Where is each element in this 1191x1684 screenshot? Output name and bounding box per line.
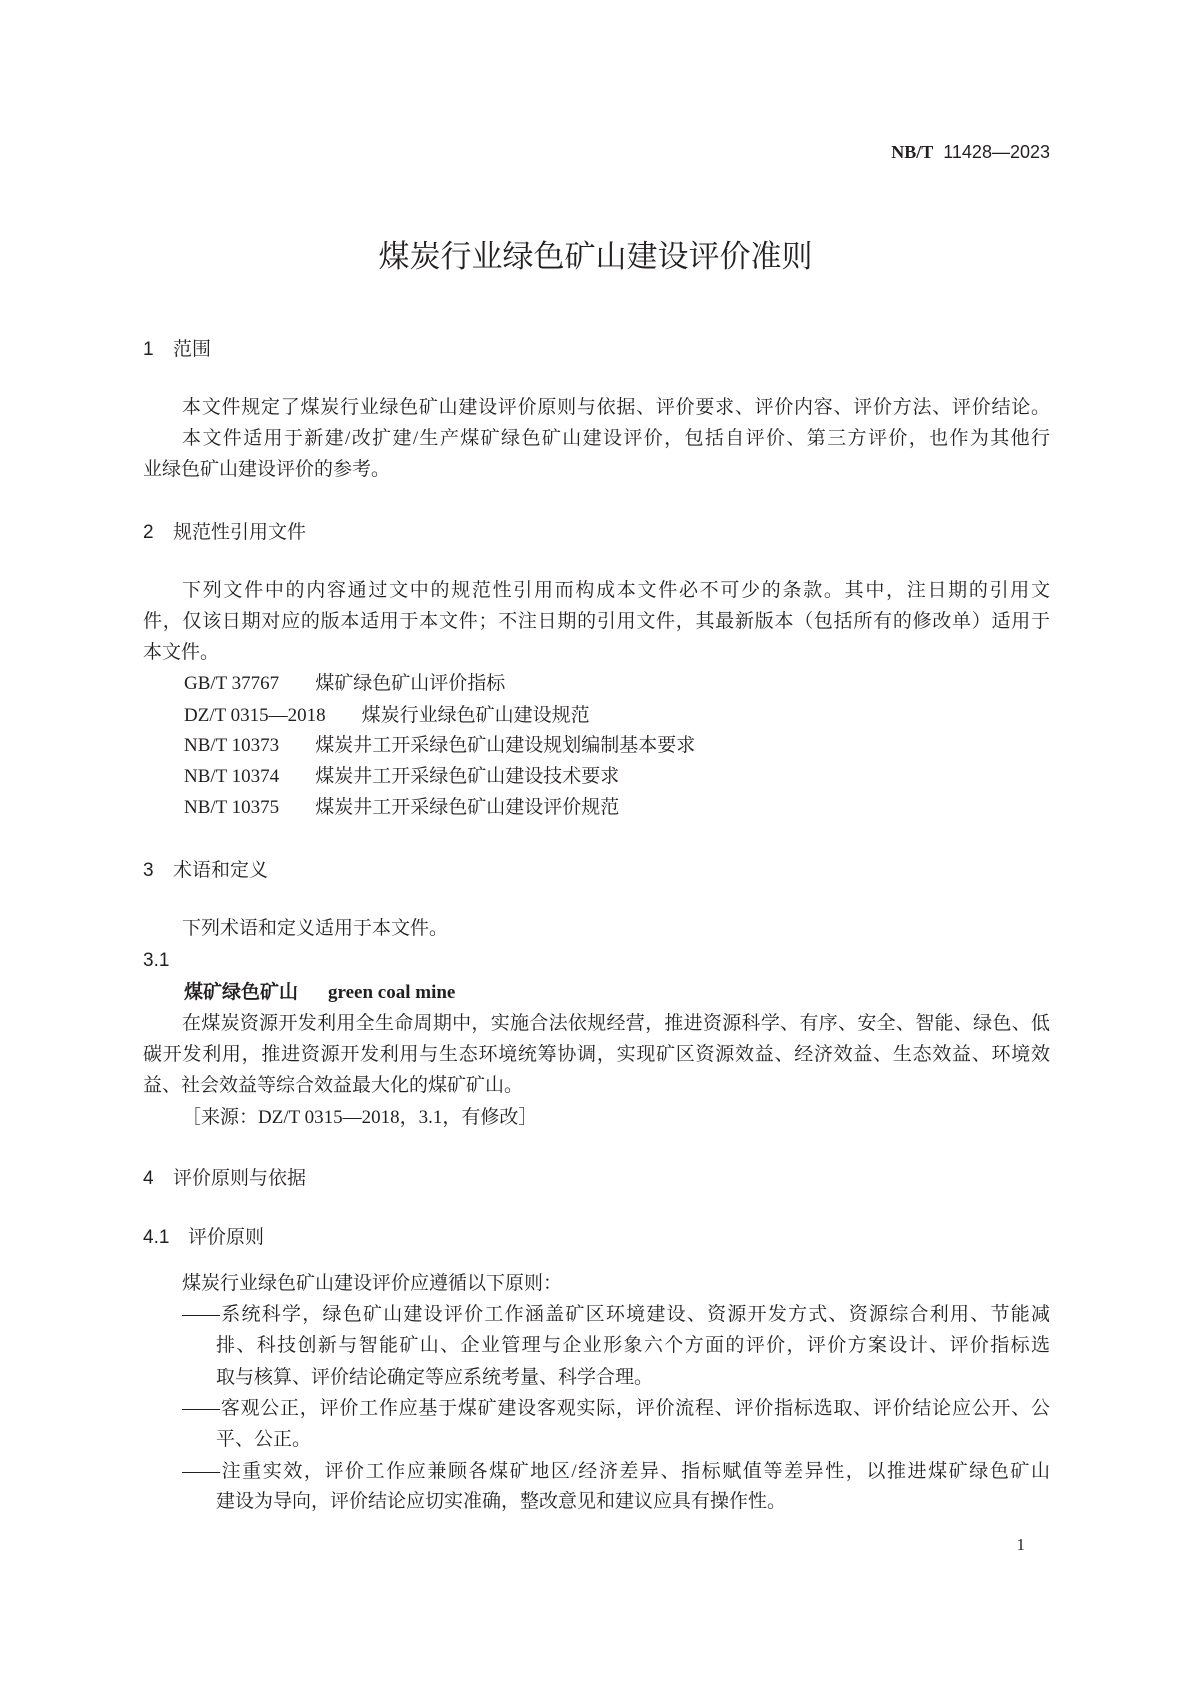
scope-paragraph-2-line: 业绿色矿山建设评价的参考。	[143, 459, 391, 480]
page-number: 1	[1016, 1535, 1025, 1554]
term-definition-line: 在煤炭资源开发利用全生命周期中，实施合法依规经营，推进资源科学、有序、安全、智能、绿色、低	[182, 1013, 1050, 1034]
principle-item-line: 取与核算、评价结论确定等应系统考量、科学合理。	[216, 1367, 654, 1388]
standard-code-number: 11428—2023	[943, 142, 1050, 162]
reference-entry	[184, 668, 1050, 699]
principle-item-line: ——注重实效，评价工作应兼顾各煤矿地区/经济差异、指标赋值等差异性，以推进煤矿绿色矿山	[182, 1461, 1050, 1482]
principle-item-line: 平、公正。	[216, 1429, 312, 1450]
subsection-number: 4.1	[143, 1227, 170, 1248]
reference-code: DZ/T 0315—2018	[184, 705, 326, 726]
principle-item-line: ——系统科学，绿色矿山建设评价工作涵盖矿区环境建设、资源开发方式、资源综合利用、节能减	[182, 1304, 1050, 1325]
document-title: 煤炭行业绿色矿山建设评价准则	[378, 239, 813, 274]
section-heading-principles	[143, 1163, 1050, 1194]
term-definition-line: 益、社会效益等综合效益最大化的煤矿矿山。	[143, 1075, 524, 1096]
reference-code: NB/T 10374	[184, 766, 280, 787]
section-title: 范围	[173, 339, 212, 360]
references-intro-line: 下列文件中的内容通过文中的规范性引用而构成本文件必不可少的条款。其中，注日期的引用文	[182, 580, 1050, 601]
reference-title: 煤矿绿色矿山评价指标	[315, 673, 506, 694]
section-heading-scope	[143, 334, 1050, 365]
term-english: green coal mine	[328, 982, 456, 1003]
principle-item-line: 建设为导向，评价结论应切实准确，整改意见和建议应具有操作性。	[216, 1491, 787, 1512]
term-entry-title	[184, 977, 1050, 1008]
subsection-heading-principles	[143, 1222, 1050, 1253]
reference-code: NB/T 10375	[184, 797, 280, 818]
section-title: 规范性引用文件	[173, 522, 307, 543]
reference-entry	[184, 730, 1050, 761]
reference-entry	[184, 792, 1050, 823]
section-heading-normative-references	[143, 517, 1050, 548]
section-number: 4	[143, 1168, 154, 1189]
terms-intro: 下列术语和定义适用于本文件。	[182, 918, 449, 939]
section-title: 评价原则与依据	[173, 1168, 307, 1189]
term-chinese: 煤矿绿色矿山	[184, 982, 299, 1003]
standard-code-header	[891, 141, 1050, 163]
section-title: 术语和定义	[173, 860, 269, 881]
term-definition-line: 碳开发利用，推进资源开发利用与生态环境统筹协调，实现矿区资源效益、经济效益、生态效益、环境效	[143, 1044, 1050, 1065]
section-heading-terms	[143, 855, 1050, 886]
reference-title: 煤炭井工开采绿色矿山建设技术要求	[315, 766, 620, 787]
reference-title: 煤炭井工开采绿色矿山建设规划编制基本要求	[315, 735, 696, 756]
section-number: 2	[143, 522, 154, 543]
references-intro-line: 件，仅该日期对应的版本适用于本文件；不注日期的引用文件，其最新版本（包括所有的修改单）适用于	[143, 611, 1050, 632]
scope-paragraph-2-line: 本文件适用于新建/改扩建/生产煤矿绿色矿山建设评价，包括自评价、第三方评价，也作为其他行	[182, 428, 1050, 449]
reference-title: 煤炭井工开采绿色矿山建设评价规范	[315, 797, 620, 818]
references-intro-line: 本文件。	[143, 642, 220, 663]
principle-item-line: ——客观公正，评价工作应基于煤矿建设客观实际，评价流程、评价指标选取、评价结论应公开、公	[182, 1398, 1050, 1419]
reference-code: NB/T 10373	[184, 735, 280, 756]
principle-item-line: 排、科技创新与智能矿山、企业管理与企业形象六个方面的评价，评价方案设计、评价指标选	[216, 1335, 1050, 1356]
reference-entry	[184, 761, 1050, 792]
reference-entry	[184, 700, 1050, 731]
section-number: 3	[143, 860, 154, 881]
term-source: ［来源：DZ/T 0315—2018，3.1，有修改］	[182, 1107, 538, 1128]
principles-intro: 煤炭行业绿色矿山建设评价应遵循以下原则：	[182, 1273, 563, 1294]
scope-paragraph-1-line: 本文件规定了煤炭行业绿色矿山建设评价原则与依据、评价要求、评价内容、评价方法、评价结论。	[182, 397, 1050, 418]
subsection-title: 评价原则	[188, 1227, 265, 1248]
reference-title: 煤炭行业绿色矿山建设规范	[361, 705, 590, 726]
term-number: 3.1	[143, 950, 170, 971]
section-number: 1	[143, 339, 154, 360]
standard-code-prefix: NB/T	[891, 142, 934, 162]
reference-code: GB/T 37767	[184, 673, 280, 694]
